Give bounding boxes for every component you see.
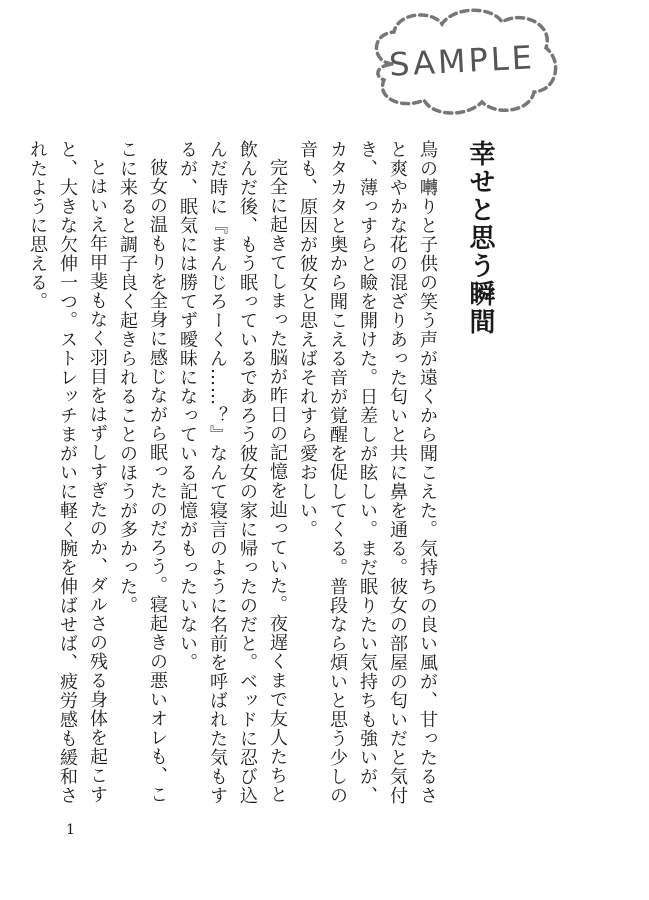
body-text	[27, 140, 442, 820]
paragraph: とはいえ年甲斐もなく羽目をはずしすぎたのか、ダルさの残る身体を起こすと、大きな欠伸一つ。ストレッチまがいに軽く腕を伸ばせば、疲労感も緩和されたように思える。	[27, 140, 108, 805]
page-number: 1	[66, 822, 75, 838]
paragraph: 彼女の温もりを全身に感じながら眠ったのだろう。寝起きの悪いオレも、ここに来ると調子良く起きられることのほうが多かった。	[117, 140, 168, 804]
paragraph: 鳥の囀りと子供の笑う声が遠くから聞こえた。気持ちの良い風が、甘ったるさと爽やかな花の混ざりあった匂いと共に鼻を通る。彼女の部屋の匂いだと気付き、薄っすらと瞼を開けた。日差しが眩しい。まだ眠りたい気持ちも強いが、カタカタと奥から聞こえる音が覚醒を促してくる。普段なら煩いと思う少しの音も、原因が彼女と思えばそれすら愛おしい。	[297, 140, 438, 805]
sample-watermark	[362, 4, 562, 122]
paragraph: 完全に起きてしまった脳が昨日の記憶を辿っていた。夜遅くまで友人たちと飲んだ後、もう眠っているであろう彼女の家に帰ったのだと。ベッドに忍び込んだ時に『まんじろーくん……？』なんて寝言のように名前を呼ばれた気もするが、眠気には勝てず曖昧になっている記憶がもったいない。	[177, 140, 288, 805]
sample-label: SAMPLE	[388, 38, 536, 84]
chapter-title: 幸せと思う瞬間	[465, 140, 495, 336]
